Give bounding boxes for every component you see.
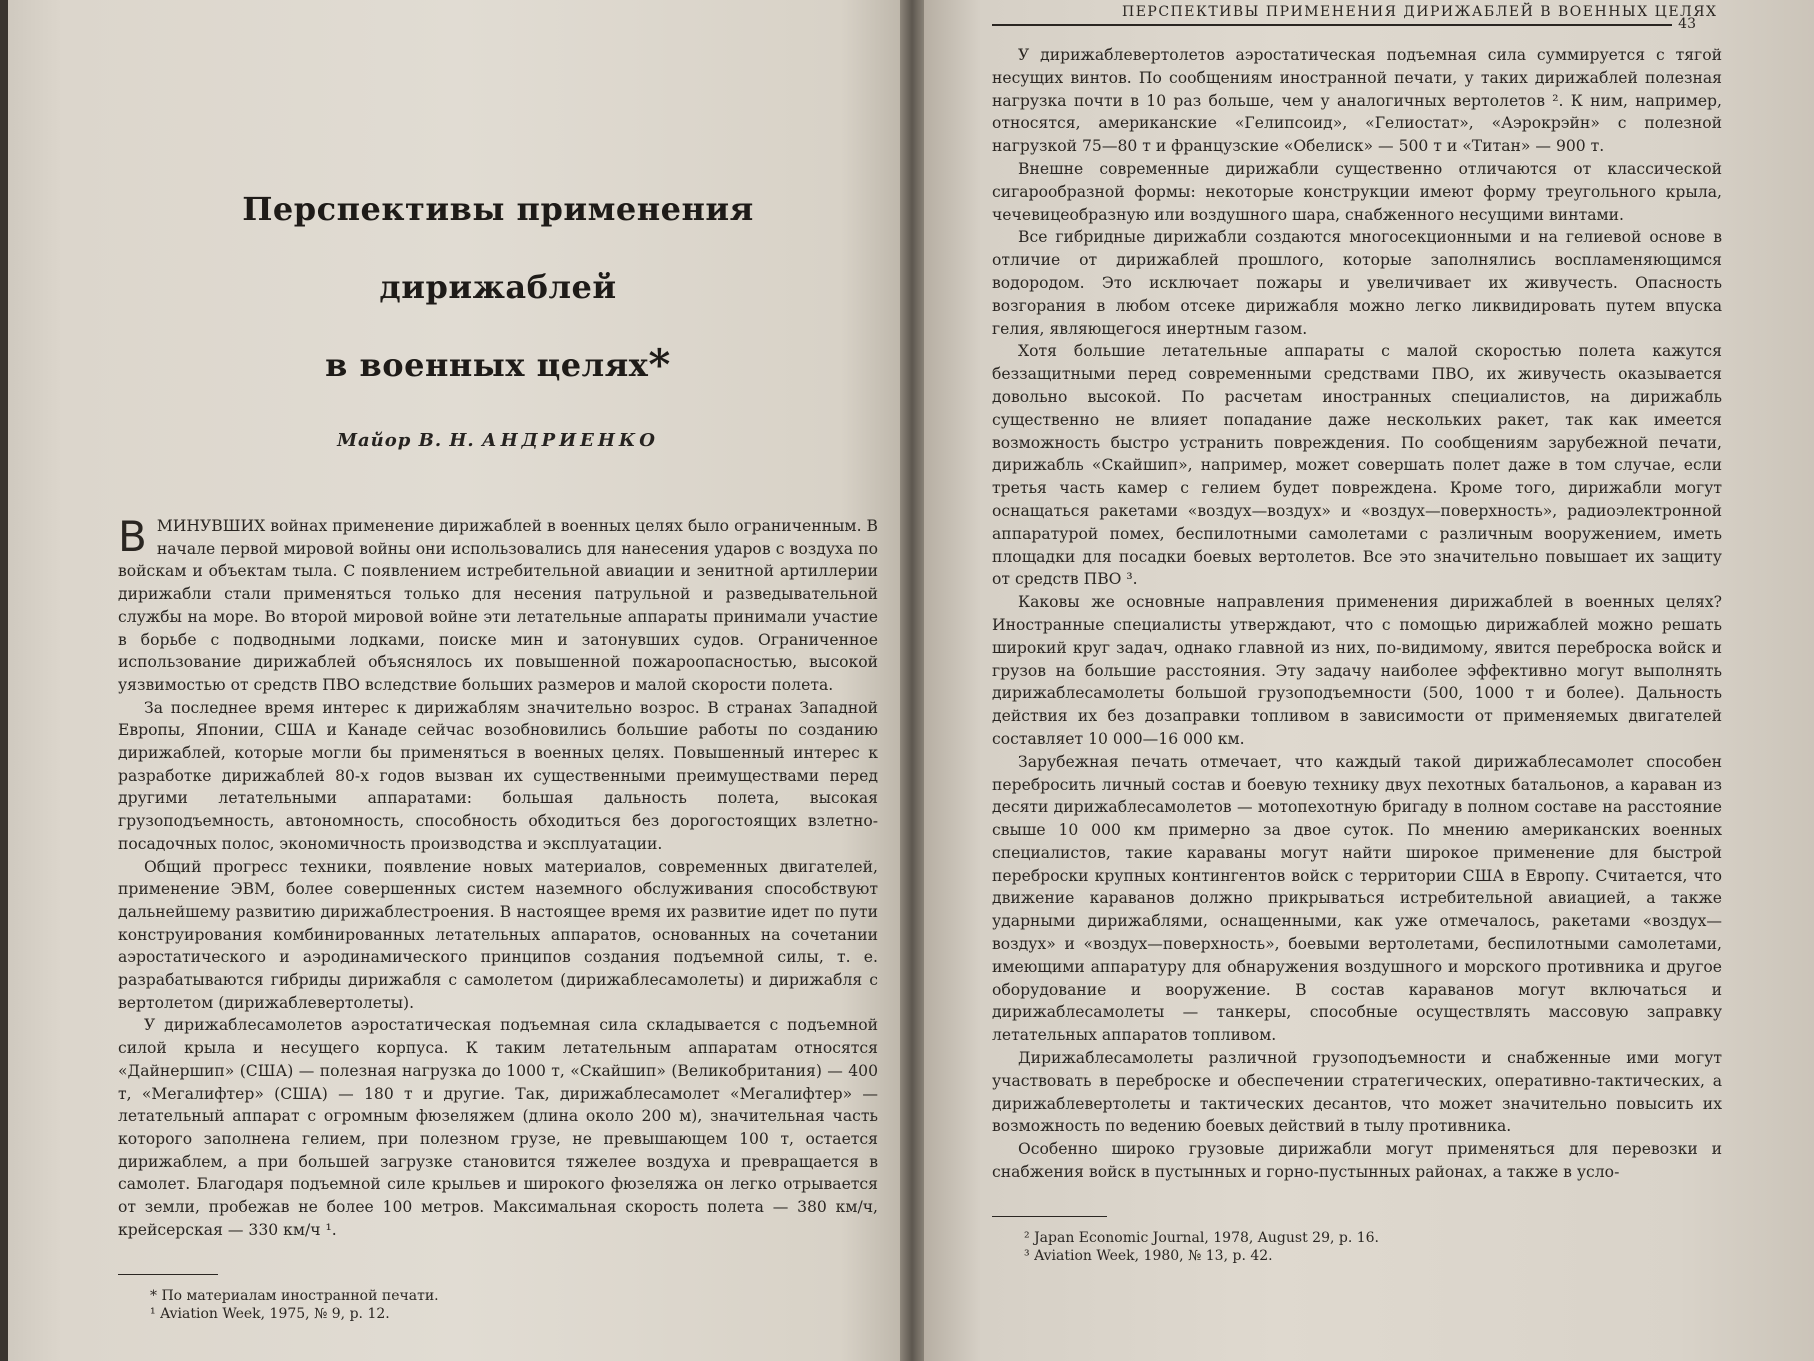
footnote-divider — [992, 1216, 1107, 1217]
paragraph: Хотя большие летательные аппараты с малой скоростью полета кажутся беззащитными перед современными средствами ПВО, их живучесть оказывается довольно высокой. По расчетам иностранных специалистов, на дирижабль существенно не влияет попадание даже нескольких ракет, так как имеется возможность быстро устранить повреждения. По сообщениям зарубежной печати, дирижабль «Скайшип», например, может совершать полет даже в том случае, если третья часть камер с гелием будет повреждена. Кроме того, дирижабли могут оснащаться ракетами «воздух—воздух» и «воздух—поверхность», радиоэлектронной аппаратурой помех, беспилотными самолетами с различным вооружением, иметь площадки для посадки боевых вертолетов. Все это значительно повышает их защиту от средств ПВО ³. — [992, 342, 1722, 589]
title-line-2-wrap — [118, 326, 878, 404]
paragraph: У дирижаблевертолетов аэростатическая подъемная сила суммируется с тягой несущих винтов. По сообщениям иностранной печати, у таких дирижаблей полезная нагрузка почти в 10 раз больше, чем у аналогичных вертолетов ². К ним, например, относятся, американские «Гелипсоид», «Гелиостат», «Аэрокрэйн» с полезной нагрузкой 75—80 т и французские «Обелиск» — 500 т и «Титан» — 900 т. — [992, 46, 1722, 156]
author-byline — [118, 430, 878, 451]
paragraph: Внешне современные дирижабли существенно отличаются от классической сигарообразной формы: некоторые конструкции имеют форму треугольного крыла, чечевицеобразную или воздушного шара, снабженного несущими винтами. — [992, 159, 1722, 224]
paragraph: У дирижаблесамолетов аэростатическая подъемная сила складывается с подъемной силой крыла и несущего корпуса. К таким летательным аппаратам относятся «Дайнершип» (США) — полезная нагрузка до 1000 т, «Скайшип» (Великобритания) — 400 т, «Мегалифтер» (США) — 180 т и другие. Так, дирижаблесамолет «Мегалифтер» — летательный аппарат с огромным фюзеляжем (длина около 200 м), значительная часть которого заполнена гелием, при полезном грузе, не превышающем 100 т, остается дирижаблем, а при большей загрузке становится тяжелее воздуха и превращается в самолет. Благодаря подъемной силе крыльев и широкого фюзеляжа он легко отрывается от земли, пробежав не более 100 метров. Максимальная скорость полета — 380 км/ч, крейсерская — 330 км/ч ¹. — [118, 1016, 878, 1239]
footnote: ² Japan Economic Journal, 1978, August 29, p. 16. — [1024, 1229, 1380, 1246]
paragraph-text: МИНУВШИХ войнах применение дирижаблей в военных целях было ограниченным. В начале первой мировой войны они использовались для нанесения ударов с воздуха по войскам и объектам тыла. С появлением истребительной авиации и зенитной артиллерии дирижабли стали применяться только для несения патрульной и разведывательной службы на море. Во второй мировой войне эти летательные аппараты принимали участие в борьбе с подводными лодками, поиске мин и затонувших судов. Ограниченное использование дирижаблей объяснялось их повышенной пожароопасностью, высокой уязвимостью от средств ПВО вследствие больших размеров и малой скорости полета. — [118, 517, 878, 694]
title-line-2: в военных целях — [325, 346, 649, 384]
book-gutter — [900, 0, 924, 1361]
right-page-header — [992, 0, 1718, 34]
author-rank-initials: Майор В. Н. — [337, 430, 475, 451]
footnote: * По материалам иностранной печати. — [150, 1287, 439, 1304]
title-footnote-mark: * — [648, 340, 671, 389]
paragraph: Дирижаблесамолеты различной грузоподъемности и снабженные ими могут участвовать в переброске и обеспечении стратегических, оперативно-тактических, а дирижаблевертолеты и тактических десантов, что может значительно повысить их возможность по ведению боевых действий в тылу противника. — [992, 1049, 1722, 1136]
author-surname: АНДРИЕНКО — [481, 430, 659, 451]
paragraph: За последнее время интерес к дирижаблям значительно возрос. В странах Западной Европы, Японии, США и Канаде сейчас возобновились большие работы по созданию дирижаблей, которые могли бы применяться в военных целях. Повышенный интерес к разработке дирижаблей 80-х годов вызван их существенными преимуществами перед другими летательными аппаратами: большая дальность полета, высокая грузоподъемность, автономность, способность обходиться без дорогостоящих взлетно-посадочных полос, экономичность производства и эксплуатации. — [118, 698, 878, 853]
title-line-1: Перспективы применения дирижаблей — [242, 190, 754, 306]
right-page-content — [992, 44, 1722, 1265]
header-rule — [992, 24, 1672, 26]
left-page-content — [118, 170, 878, 1323]
article-title — [118, 170, 878, 404]
right-footnotes — [992, 1229, 1722, 1265]
paragraph: Каковы же основные направления применения дирижаблей в военных целях? Иностранные специалисты утверждают, что с помощью дирижаблей можно решать широкий круг задач, однако главной из них, по-видимому, явится переброска войск и грузов на большие расстояния. Эту задачу наиболее эффективно могут выполнять дирижаблесамолеты большой грузоподъемности (500, 1000 т и более). Дальность действия их без дозаправки топливом в зависимости от применяемых двигателей составляет 10 000—16 000 км. — [992, 593, 1722, 748]
drop-cap: В — [118, 512, 147, 561]
paragraph: Зарубежная печать отмечает, что каждый такой дирижаблесамолет способен перебросить личный состав и боевую технику двух пехотных батальонов, а караван из десяти дирижаблесамолетов — мотопехотную бригаду в полном составе на расстояние свыше 10 000 км примерно за двое суток. По мнению американских военных специалистов, такие караваны могут найти широкое применение для быстрой переброски крупных контингентов войск с территории США в Европу. Считается, что движение караванов должно прикрываться истребительной авиацией, а также ударными дирижаблями, оснащенными, как уже отмечалось, ракетами «воздух—воздух» и «воздух—поверхность», боевыми вертолетами, беспилотными самолетами, имеющими аппаратуру для обнаружения воздушного и морского противника и другое оборудование и вооружение. В состав караванов могут включаться и дирижаблесамолеты — танкеры, способные осуществлять массовую заправку летательных аппаратов топливом. — [992, 752, 1722, 1045]
right-body-text — [992, 44, 1722, 1184]
paragraph: Общий прогресс техники, появление новых материалов, современных двигателей, применение ЭВМ, более совершенных систем наземного обслуживания способствуют дальнейшему развитию дирижаблестроения. В настоящее время их развитие идет по пути конструирования комбинированных летательных аппаратов, основанных на сочетании аэростатического и аэродинамического принципов создания подъемной силы, т. е. разрабатываются гибриды дирижабля с самолетом (дирижаблесамолеты) и дирижабля с вертолетом (дирижаблевертолеты). — [118, 857, 878, 1012]
paragraph: Особенно широко грузовые дирижабли могут применяться для перевозки и снабжения войск в пустынных и горно-пустынных районах, а также в усло- — [992, 1140, 1722, 1182]
paragraph — [118, 512, 878, 697]
left-footnotes — [118, 1287, 878, 1323]
page-number: 43 — [1678, 16, 1696, 32]
paragraph: Все гибридные дирижабли создаются многосекционными и на гелиевой основе в отличие от дирижаблей прошлого, которые заполнялись воспламеняющимся водородом. Это исключает пожары и увеличивает их живучесть. Опасность возгорания в любом отсеке дирижабля можно легко ликвидировать путем впуска гелия, являющегося инертным газом. — [992, 228, 1722, 338]
left-body-text — [118, 512, 878, 1242]
left-page — [8, 0, 913, 1361]
footnote: ³ Aviation Week, 1980, № 13, p. 42. — [1024, 1247, 1273, 1264]
footnote-divider — [118, 1274, 218, 1275]
footnote: ¹ Aviation Week, 1975, № 9, p. 12. — [150, 1305, 390, 1322]
running-head: ПЕРСПЕКТИВЫ ПРИМЕНЕНИЯ ДИРИЖАБЛЕЙ В ВОЕННЫХ ЦЕЛЯХ — [1122, 4, 1718, 20]
